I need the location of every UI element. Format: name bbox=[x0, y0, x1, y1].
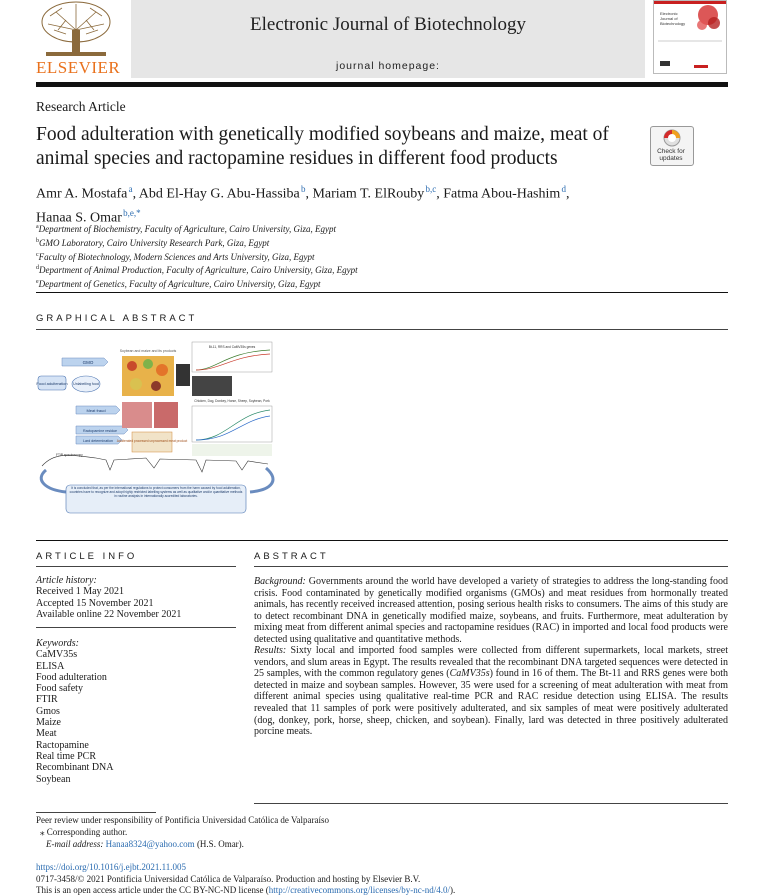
author-list: Amr A. Mostafa $^a$, Abd El-Hay G. Abu-Hassiba $^b$, Mariam T. ElRouby $^{b,c}$, Fatma Abou-Hashim $^d$, Hanaa S. Omar $^{b,e,*}$ bbox=[36, 184, 570, 226]
section-divider bbox=[36, 540, 728, 541]
email-line: E-mail address: Hanaa8324@yahoo.com (H.S. Omar). bbox=[46, 839, 244, 849]
keyword-item[interactable]: Gmos bbox=[36, 705, 60, 717]
section-divider bbox=[254, 566, 728, 567]
svg-text:Bt-11, RRS and CaMV35s genes: Bt-11, RRS and CaMV35s genes bbox=[208, 345, 256, 349]
author-name[interactable]: Fatma Abou-Hashim bbox=[443, 186, 561, 202]
license-line: This is an open access article under the CC BY-NC-ND license (http://creativecommons.org/licenses/by-nc-nd/4.0/). bbox=[36, 885, 456, 895]
keyword-item[interactable]: Maize bbox=[36, 717, 61, 729]
journal-cover-thumbnail bbox=[653, 0, 727, 74]
author-affiliation-marker[interactable]: b,e,* bbox=[123, 207, 141, 218]
abstract-heading: ABSTRACT bbox=[254, 551, 329, 562]
journal-title[interactable]: Electronic Journal of Biotechnology bbox=[250, 14, 526, 35]
peer-review-note: Peer review under responsibility of Pontificia Universidad Católica de Valparaíso bbox=[36, 815, 330, 825]
abstract-body bbox=[254, 576, 728, 738]
keyword-item[interactable]: Food adulteration bbox=[36, 671, 107, 683]
affiliation-item: $^c$Faculty of Biotechnology, Modern Sciences and Arts University, Giza, Egypt bbox=[36, 251, 315, 262]
author-affiliation-marker[interactable]: d bbox=[561, 184, 566, 194]
journal-homepage-label: journal homepage: bbox=[336, 60, 440, 72]
article-info-heading: ARTICLE INFO bbox=[36, 551, 138, 562]
affiliation-list bbox=[36, 222, 636, 291]
doi-link[interactable]: https://doi.org/10.1016/j.ejbt.2021.11.005 bbox=[36, 862, 187, 872]
license-link[interactable]: http://creativecommons.org/licenses/by-nc-nd/4.0/ bbox=[268, 885, 450, 895]
svg-text:Ractopamine residue: Ractopamine residue bbox=[83, 429, 117, 433]
keyword-item[interactable]: Meat bbox=[36, 728, 57, 740]
elsevier-wordmark: ELSEVIER bbox=[36, 58, 121, 77]
abstract-results: Results: Sixty local and imported food samples were collected from different supermarkets, local markets, street vendors, and slum areas in Egypt. The results revealed that the recombinant DNA targeted sequences were detected in 25 samples, with the common regulatory genes (CaMV35s) found in 16 of them. The Bt-11 and RRS genes were both detected in maize and soybean samples. However, 35 were used for a screening of meat adulteration with meat from different animal species using qualitative real-time PCR and RAC residue detection using ELISA. The results revealed that 11 samples of pork were positively adulterated, and six samples of meat were positively adulterated (dog, donkey, pork, horse, sheep, chicken, and soybean). Finally, lard was detected in three positively adulterated porcine meats. bbox=[254, 645, 728, 738]
section-divider bbox=[254, 803, 728, 804]
affiliation-item: $^d$Department of Animal Production, Faculty of Agriculture, Cairo University, Giza, Egypt bbox=[36, 265, 358, 276]
keyword-item[interactable]: Recombinant DNA bbox=[36, 762, 114, 774]
article-title: Food adulteration with genetically modified soybeans and maize, meat of animal species and ractopamine residues in different food products bbox=[36, 124, 609, 169]
history-item: Available online 22 November 2021 bbox=[36, 608, 182, 620]
svg-text:Lard determination: Lard determination bbox=[83, 439, 113, 443]
keyword-item[interactable]: CaMV35s bbox=[36, 649, 78, 661]
abstract-background: Background: Governments around the world have developed a variety of strategies to address the long-standing food crisis. Food contaminated by genetically modified organisms (GMOs) and meat residues from hormonally treated animals, has recently received increased attention, posing serious health risks to consumers. The aims of this study are to detect recombinant DNA in genetically modified maize, soybeans, and fruits. Furthermore, meat adulteration by mixing meat from different animal species and ractopamine residues (RAC) in imported and local food products were detected using qualitative and quantitative methods. bbox=[254, 576, 729, 645]
keyword-item[interactable]: Food safety bbox=[36, 683, 83, 695]
elsevier-tree-logo bbox=[36, 0, 116, 58]
author-affiliation-marker[interactable]: b,c bbox=[425, 184, 437, 194]
section-divider bbox=[36, 329, 728, 330]
keyword-item[interactable]: ELISA bbox=[36, 660, 65, 672]
section-divider bbox=[36, 566, 236, 567]
author-name[interactable]: Mariam T. ElRouby bbox=[312, 186, 425, 202]
author-name[interactable]: Hanaa S. Omar bbox=[36, 210, 122, 226]
history-item: Received 1 May 2021 bbox=[36, 586, 125, 598]
keyword-item[interactable]: Real time PCR bbox=[36, 750, 96, 762]
graphical-abstract-figure[interactable] bbox=[36, 340, 276, 515]
affiliation-item: $^a$Department of Biochemistry, Faculty of Agriculture, Cairo University, Giza, Egypt bbox=[36, 224, 337, 234]
graphical-abstract-conclusion: It is concluded that, as per the international regulations to protect consumers from the harm caused by food adulteration, countries have to recognize and adopt highly restricted labelling systems as well as qualitative and/or quantitative methods in routine analysis in internationally accredited laboratories. bbox=[69, 486, 243, 498]
article-history-label: Article history: bbox=[36, 575, 97, 586]
section-divider bbox=[36, 292, 728, 293]
svg-text:Electronic: Electronic bbox=[660, 11, 678, 16]
author-affiliation-marker[interactable]: b bbox=[300, 184, 306, 194]
svg-text:Meat fraud: Meat fraud bbox=[86, 408, 106, 413]
keyword-item[interactable]: FTIR bbox=[36, 694, 58, 706]
email-link[interactable]: Hanaa8324@yahoo.com bbox=[105, 839, 195, 849]
corresponding-author-note: ⁎ Corresponding author. bbox=[40, 827, 128, 837]
svg-text:Journal of: Journal of bbox=[660, 16, 678, 21]
keyword-item[interactable]: Soybean bbox=[36, 773, 71, 785]
keyword-item[interactable]: Ractopamine bbox=[36, 739, 89, 751]
keywords-list bbox=[36, 638, 236, 785]
graphical-abstract-heading: GRAPHICAL ABSTRACT bbox=[36, 313, 198, 324]
svg-text:Biotechnology: Biotechnology bbox=[660, 21, 686, 26]
article-type: Research Article bbox=[36, 99, 126, 114]
author-affiliation-marker[interactable]: a bbox=[128, 184, 133, 194]
header-divider bbox=[36, 82, 728, 87]
footnote-divider bbox=[36, 812, 156, 813]
affiliation-item: $^e$Department of Genetics, Faculty of Agriculture, Cairo University, Giza, Egypt bbox=[36, 279, 321, 290]
svg-text:GMO: GMO bbox=[82, 360, 94, 365]
article-history bbox=[36, 575, 236, 620]
svg-text:Adulterated processed unproces: Adulterated processed unprocessed meat product bbox=[116, 439, 188, 443]
svg-text:FTIR spectroscopy: FTIR spectroscopy bbox=[56, 453, 83, 457]
svg-text:Soybean and maize and its prod: Soybean and maize and its products bbox=[119, 349, 177, 353]
affiliation-item: $^b$GMO Laboratory, Cairo University Research Park, Giza, Egypt bbox=[36, 237, 270, 248]
author-name[interactable]: Abd El-Hay G. Abu-Hassiba bbox=[138, 186, 300, 202]
check-for-updates-label: Check for updates bbox=[657, 148, 685, 162]
section-divider bbox=[36, 627, 236, 628]
svg-text:Unlabelling food: Unlabelling food bbox=[73, 382, 99, 386]
doi-line bbox=[36, 862, 186, 872]
keywords-label: Keywords: bbox=[36, 638, 79, 649]
svg-text:Chicken, Dog, Donkey, Horse, S: Chicken, Dog, Donkey, Horse, Sheep, Soybean, Pork bbox=[194, 399, 270, 403]
svg-text:Food adulteration: Food adulteration bbox=[36, 381, 68, 386]
copyright-line: 0717-3458/© 2021 Pontificia Universidad Católica de Valparaíso. Production and hosting by Elsevier B.V. bbox=[36, 874, 421, 884]
author-name[interactable]: Amr A. Mostafa bbox=[36, 186, 128, 202]
history-item: Accepted 15 November 2021 bbox=[36, 597, 154, 609]
